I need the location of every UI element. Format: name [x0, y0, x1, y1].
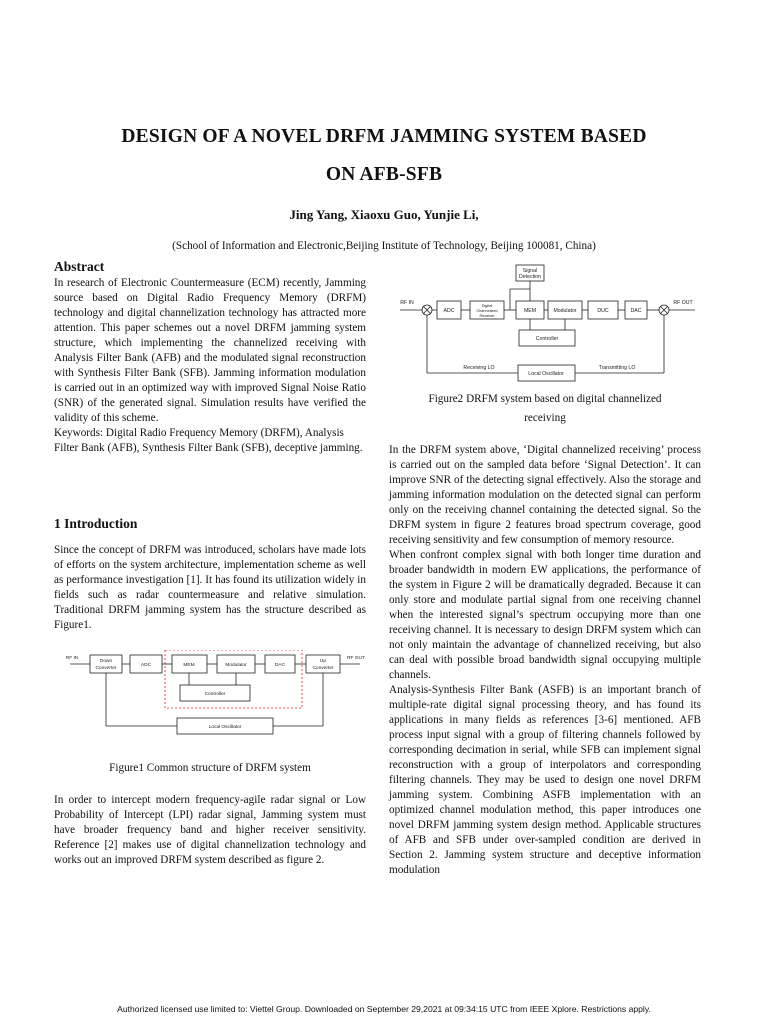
- figure2-caption: [389, 390, 701, 428]
- abstract-body: [54, 276, 366, 456]
- fig2-signal-label-1: Signal: [522, 268, 538, 274]
- fig2-dac-label: DAC: [630, 308, 642, 314]
- intro-heading: 1 Introduction: [54, 516, 138, 531]
- fig1-lo-label: Local Oscillator: [208, 725, 242, 730]
- right-para-2: When confront complex signal with both longer time duration and broader bandwidth in modern EW applications, the performance of the system in Figure 2 will be dramatically degraded. Because it can only store and modulate partial signal from one receiving channel when the interested signal’s spectrum occupying more than one receiving channel. It is necessary to design DRFM system which can not only maintain the advantage of channelized receiving, but also can deal with possible broad bandwidth signal occupying multiple channels.: [389, 549, 701, 681]
- fig1-controller-label: Controller: [204, 692, 226, 697]
- footer-license: Authorized licensed use limited to: Viettel Group. Downloaded on September 29,2021 at 09:34:15 UTC from IEEE Xplore. Restrictions apply.: [117, 1004, 651, 1014]
- abstract-text: In research of Electronic Countermeasure (ECM) recently, Jamming source based on Digital Radio Frequency Memory (DRFM) technology and digital channelization technology has attracted more attention. This paper schemes out a novel DRFM jamming system structure, which implementing the channelized receiving with Analysis Filter Bank (AFB) and the modulated signal reconstruction with Synthesis Filter Bank (SFB). Jamming information modulation is carried out in an optimized way with improved Signal Noise Ratio (SNR) of the generated signal. Simulation results have verified the validity of this scheme.: [54, 277, 366, 424]
- fig2-transmitting-lo-label: Transmitting LO: [598, 365, 636, 371]
- fig2-rf-in-label: RF IN: [400, 300, 414, 306]
- figure2-caption-line-2: receiving: [524, 412, 566, 424]
- fig1-down-label-1: Down: [99, 659, 113, 664]
- title-line-2: ON AFB-SFB: [325, 164, 443, 185]
- fig2-modulator-label: Modulator: [553, 308, 577, 314]
- fig1-up-label-1: Up: [319, 659, 327, 664]
- fig2-mem-label: MEM: [523, 308, 537, 314]
- affiliation: (School of Information and Electronic,Beijing Institute of Technology, Beijing 100081, China): [172, 240, 596, 252]
- right-column-body: [389, 443, 701, 878]
- title-line-1: DESIGN OF A NOVEL DRFM JAMMING SYSTEM BASED: [121, 126, 647, 147]
- figure1-diagram: [60, 650, 370, 748]
- fig2-dcr-label-1: Digital: [481, 304, 493, 308]
- fig1-rf-in-label: RF IN: [65, 656, 79, 661]
- fig2-lo-label: Local Oscillator: [528, 371, 564, 377]
- fig2-dcr-label-2: Channelized: [476, 309, 498, 313]
- fig1-down-label-2: Converter: [95, 666, 117, 671]
- abstract-heading: Abstract: [54, 259, 105, 274]
- fig2-receiving-lo-label: Receiving LO: [463, 365, 495, 371]
- fig2-duc-label: DUC: [597, 308, 609, 314]
- keywords: Keywords: Digital Radio Frequency Memory (DRFM), Analysis Filter Bank (AFB), Synthesis Filter Bank (SFB), deceptive jamming.: [54, 427, 363, 454]
- fig1-adc-label: ADC: [140, 663, 152, 668]
- figure1-caption: Figure1 Common structure of DRFM system: [109, 762, 311, 774]
- fig1-up-label-2: Converter: [312, 666, 334, 671]
- intro-para-2: In order to intercept modern frequency-agile radar signal or Low Probability of Intercept (LPI) radar signal, Jamming system must have broader frequency band and higher receiver sensitivity. Reference [2] makes use of digital channelization technology and works out an improved DRFM system described as figure 2.: [54, 794, 366, 866]
- intro-para-1: Since the concept of DRFM was introduced, scholars have made lots of efforts on the system architecture, implementation scheme as well as performance investigation [1]. It has found its utilization widely in fields such as radar countermeasure and relative simulation. Traditional DRFM jamming system has the structure described as Figure1.: [54, 544, 366, 631]
- fig2-rf-out-label: RF OUT: [673, 300, 693, 306]
- paper-title: [60, 118, 708, 194]
- right-para-1: In the DRFM system above, ‘Digital channelized receiving’ process is carried out on the sampled data before ‘Signal Detection’. It can improve SNR of the detecting signal effectively. Also the storage and jamming information modulation on the detected signal can perform only on the receiving channel containing the detected signal. So the DRFM system in figure 2 features broad spectrum coverage, good receiving sensitivity and few consumption of memory resource.: [389, 444, 701, 546]
- authors: Jing Yang, Xiaoxu Guo, Yunjie Li,: [289, 207, 479, 222]
- fig1-dac-label: DAC: [274, 663, 286, 668]
- fig2-adc-label: ADC: [443, 308, 455, 314]
- fig2-signal-label-2: Detection: [519, 274, 541, 280]
- fig1-mem-label: MEM: [183, 663, 195, 668]
- right-para-3: Analysis-Synthesis Filter Bank (ASFB) is an important branch of multiple-rate digital signal processing theory, and has found its applications in many fields as references [3-6] mentioned. AFB process input signal with a group of filtering channels followed by corresponding decimation in serial, while SFB can implement signal reconstruction with a group of interpolators and corresponding filtering channels. They may be used to design one novel DRFM jamming system. Combining ASFB implementation with an optimized channel modulation method, this paper introduces one novel DRFM jamming system design method. Applicable structures of AFB and SFB under over-sampled condition are derived in Section 2. Jamming system structure and deceptive information modulation: [389, 684, 701, 876]
- figure2-diagram: [395, 263, 700, 385]
- fig1-modulator-label: Modulator: [225, 663, 247, 668]
- fig2-dcr-label-3: Receiver: [479, 314, 495, 318]
- figure2-caption-line-1: Figure2 DRFM system based on digital channelized: [428, 393, 662, 405]
- fig1-rf-out-label: RF OUT: [347, 656, 365, 661]
- fig2-controller-label: Controller: [535, 336, 559, 342]
